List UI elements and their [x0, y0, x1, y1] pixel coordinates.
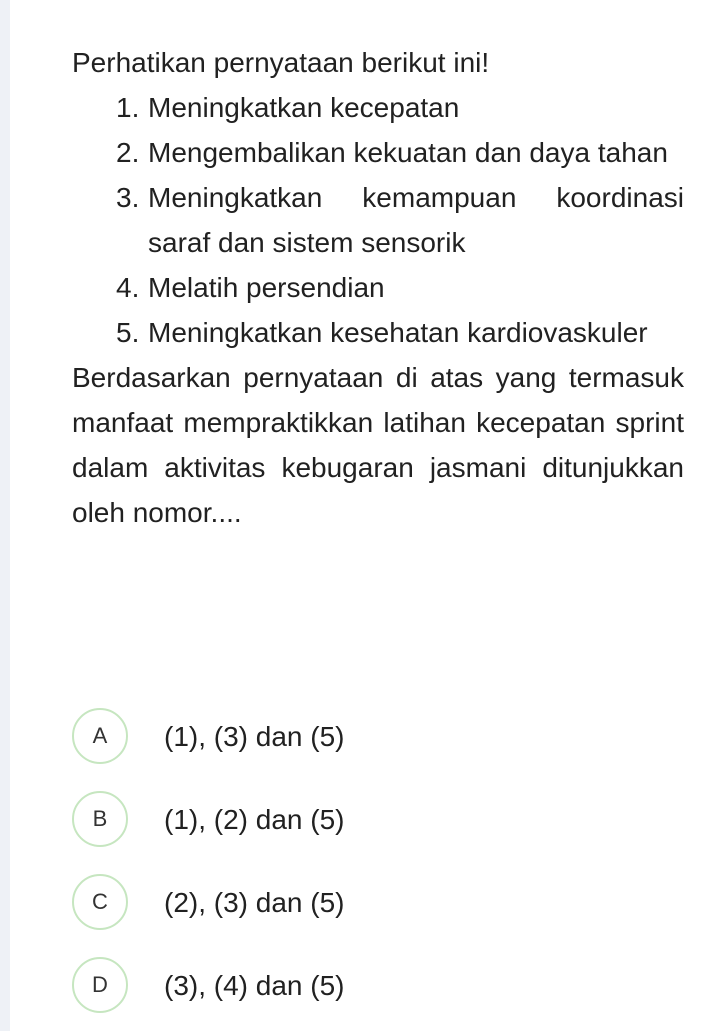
question-stem: Berdasarkan pernyataan di atas yang termasuk manfaat mempraktikkan latihan kecepatan sprint dalam aktivitas kebugaran jasmani ditunjukkan oleh nomor.... — [72, 362, 684, 528]
statement-number: 4. — [116, 272, 140, 303]
left-edge-strip — [0, 0, 10, 1031]
statement-item — [116, 265, 684, 310]
statement-number: 1. — [116, 92, 140, 123]
option-text: (2), (3) dan (5) — [164, 887, 345, 918]
answer-options — [72, 708, 632, 1031]
option-b[interactable] — [72, 791, 632, 851]
statement-text: Meningkatkan kemampuan koordinasi saraf dan sistem sensorik — [148, 182, 684, 258]
statement-item — [116, 175, 684, 265]
statement-text: Melatih persendian — [148, 272, 385, 303]
option-letter-bubble[interactable]: D — [72, 957, 128, 1013]
option-a[interactable] — [72, 708, 632, 768]
option-letter-bubble[interactable]: B — [72, 791, 128, 847]
statement-number: 2. — [116, 137, 140, 168]
option-text: (1), (3) dan (5) — [164, 721, 345, 752]
statement-item — [116, 85, 684, 130]
statement-number: 3. — [116, 182, 140, 213]
option-d[interactable] — [72, 957, 632, 1017]
statement-list — [72, 85, 684, 355]
statement-item — [116, 310, 684, 355]
option-text: (3), (4) dan (5) — [164, 970, 345, 1001]
statement-text: Meningkatkan kesehatan kardiovaskuler — [148, 317, 648, 348]
question-intro: Perhatikan pernyataan berikut ini! — [72, 47, 490, 78]
statement-number: 5. — [116, 317, 140, 348]
option-letter-bubble[interactable]: A — [72, 708, 128, 764]
question-block — [72, 40, 684, 535]
option-text: (1), (2) dan (5) — [164, 804, 345, 835]
statement-text: Meningkatkan kecepatan — [148, 92, 460, 123]
statement-text: Mengembalikan kekuatan dan daya tahan — [148, 137, 668, 168]
statement-item — [116, 130, 684, 175]
option-c[interactable] — [72, 874, 632, 934]
option-letter-bubble[interactable]: C — [72, 874, 128, 930]
